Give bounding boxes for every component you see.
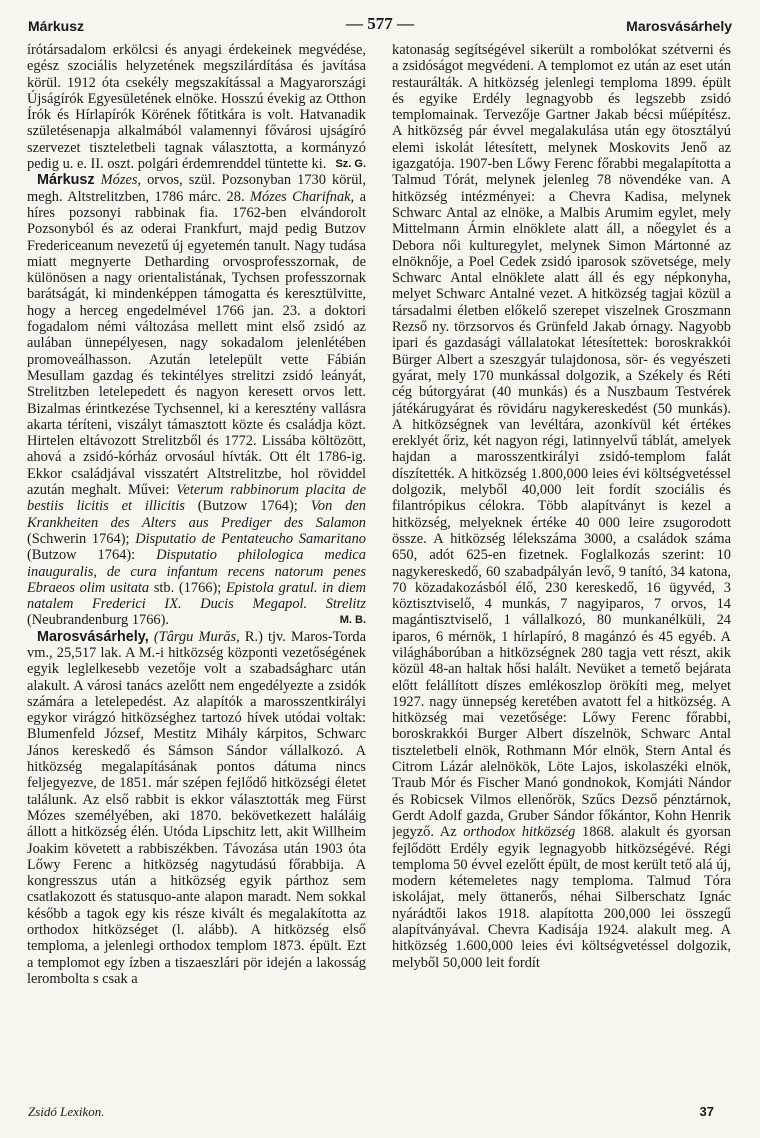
work-title: Von den Krankheiten des Alters aus Prediger des Salamon	[27, 498, 366, 531]
entry-continuation	[27, 42, 366, 172]
entry-text: 1868. alakult és gyorsan fejlődött Erdély egyik legnagyobb hitközségévé. Régi temploma 50 évvel ezelőtt épült, de most került tető alá új, modern kétemeletes nagy temploma. Talmud Tóra iskolájat, mely öttanerős, néhai Silberschatz Ignác nyárádtői lakos 1918. alapította 200,000 lei összegű alapítványával. Chevra Kadisája 1924. alakult meg. A hitközség 1.600,000 leies évi költségvetéssel dolgozik, melyből 50,000 leit fordít	[392, 824, 731, 971]
entry-headword: Márkusz	[37, 172, 95, 189]
entry-marosvasarhely	[27, 629, 366, 988]
work-title: Epistola gratul. in diem natalem Frederici IX. Ducis Megapol. Strelitz	[27, 579, 366, 613]
running-head	[28, 14, 732, 38]
work-title: Disputatio de Pentateucho Samaritano	[135, 530, 366, 547]
entry-text: (Butzow 1764):	[27, 547, 157, 564]
page-footer	[28, 1104, 732, 1124]
entry-markusz-mozes	[27, 172, 366, 628]
entry-text: R.) tjv. Maros-Torda vm., 25,517 lak. A M.-i hitközség központi vezetőségének egyik leglelkesebb vezetője volt a szabadságharc után alakult. A városi tanács azelőtt nem engedélyezte a zsidók számára a letelepedést. Az alapítók a marosszentkirályi egykor virágzó hitközséghez tartozó hívek utódai voltak: Blumenfeld József, Mestitz Mihály kárpitos, Schwarc János kereskedő és Sámson Sándor vállalkozó. A hitközség megalapításának pontos dátuma nincs feljegyezve, de 1851. már szépen fejlődő hitközségi életet találunk. Az első rabbit is ekkor választották meg Fürst Mózes személyében, aki 1870. bekövetkezett haláláig állott a hitközség élén. Utóda Lipschitz lett, akit Willheim Joakim követett a rabbiszékben. Távozása után 1903 óta Lőwy Ferenc a hitközség nagytudású főrabbija. A kongresszus után a hitközség egyik párthoz sem csatlakozott és statusquo-ante alapon maradt. Nem sokkal később a tagok egy kis része kivált és megalakította az orthodox hitközséget (l. alább). A hitközség első temploma, a jelenlegi orthodox templom 1873. épült. Ezt a templomot egy ízben a tiszaeszlári pör idején a lakosság lerombolta s csak a	[27, 628, 366, 987]
entry-given-name: Mózes,	[100, 172, 142, 189]
entry-text: a híres pozsonyi rabbinak fia. 1762-ben elvándorolt Pozsonyból és az oderai Frankfurt, majd pedig Butzov Fredericeanum nevezetű új egyetemén tanult. Nagy tudása miatt megnyerte Detharding orvosprofesszornak, de különösen a nagy orientalistának, Tychsen professzornak barátságát, ki mindenképpen támogatta és keresztülvitte, hogy a herceg engedelmével 1766 jan. 23. a doktori fogadalom némi változása mellett mint első zsidó az aulában ünnepélyesen, nagy sokadalom jelenlétében promoveálhasson. Azután letelepült vette Fábián Mesullam gazdag és tekintélyes strelitzi zsidó leányát, Strelitzben letelepedett és nagyon keresett orvos lett. Bizalmas érintkezése Tychsennel, ki a keresztény vallásra akarta téríteni, viszályt támasztott közte és családja közt. Hirtelen eltávozott Strelitzből és 1772. Lissába költözött, ahová a zsidó-kórház orvosául hívták. Ott élt 1786-ig. Ekkor családjával visszatért Altstrelitzbe, hol röviddel azután meghalt. Művei:	[27, 188, 366, 499]
header-left-keyword: Márkusz	[28, 18, 85, 34]
father-name: Mózes Charifnak,	[249, 188, 355, 205]
author-signature: Sz. G.	[335, 158, 366, 171]
entry-text: orvos, szül. Pozsonyban 1730 körül, megh. Altstrelitzben, 1786 márc. 28.	[27, 172, 366, 205]
signature-mark: 37	[699, 1104, 714, 1119]
orthodox-community-term: orthodox hitközség	[463, 824, 576, 841]
romanian-name: (Târgu Murăs,	[153, 628, 240, 645]
publication-title: Zsidó Lexikon.	[28, 1104, 105, 1119]
author-signature: M. B.	[339, 614, 366, 627]
entry-text: (Neubrandenburg 1766).	[27, 612, 170, 629]
entry-text: stb. (1766);	[149, 579, 226, 596]
header-right-keyword: Marosvásárhely	[626, 18, 732, 34]
work-title: Veterum rabbinorum placita de bestiis licitis et illicitis	[27, 482, 366, 515]
right-column	[392, 42, 731, 1087]
entry-text: (Butzow 1764);	[184, 498, 311, 515]
entry-text: katonaság segítségével sikerült a rombolókat szétverni és a zsidóságot megvédeni. A templomot ez után az eset után restaurálták. A hitközség jelenlegi temploma 1899. épült és egyike Erdély legnagyobb és legszebb zsidó templomainak. Tervezője Gartner Jakab bécsi műépítész. A hitközség pár évvel megalakulása után egy ötosztályú elemi iskolát létesített, melynek Moskovits Jenő az igazgatója. 1907-ben Lőwy Ferenc főrabbi megalapította a Talmud Tórát, melynek jelenleg 78 növendéke van. A hitközség intézményei: a Chevra Kadisa, melynek Schwarc Antal az elnöke, a Malbis Arumim egylet, mely Mittelmann Ármin elnöklete alatt áll, a nőegylet és a Debora női kulturegylet, melynek Simon Mártonné az elnöknője, a Poel Cedek zsidó iparosok szövetsége, mely Schwarc Antal elnöklete alatt áll és egy népkonyha, melyet Schwarc Antalné vezet. A hitközség tagjai közül a társadalmi életben előkelő szerepet viszelnek Groszmann Rezső ny. törzsorvos és Grünfeld Jakab órnagy. Nagyobb ipari és gazdasági vállalatokat létesítettek: boroskrakkói Bürger Albert a szeszgyár tulajdonosa, sör- és vegyészeti gyárat, mely 170 munkással dolgozik, a Székely és Réti cég bútorgyárat (40 munkás) és a Nuszbaum Testvérek játékárugyárat és rövidáru nagykereskedést (50 munkás). A hitközségnek van levéltára, azonkívül két értékes ereklyét őriz, két nagyon régi, latinnyelvű táblát, amelyek hajdan a marosszentkirályi zsidó-templom falát díszítették. A hitközség 1.800,000 leies évi költségvetéssel dolgozik, melyből 40,000 leit fordít szociális és filantrópikus célokra. Több alapítványt is kezel a hitközség, melyeknek értéke 40 000 leire zsugorodott össze. A hitközség lélekszáma 3000, a családok száma 650, adót 625-en fizetnek. Foglalkozás szerint: 10 nagykereskedő, 60 szabadpályán levő, 9 tanító, 34 katona, 70 közadakozásból élő, 230 kereskedő, 16 ügyvéd, 3 köztisztviselő, 4 munkás, 7 nagyiparos, 7 orvos, 14 magántisztviselő, 1 vállalkozó, 80 munkanélküli, 24 iparos, 6 mérnök, 1 hírlapíró, 8 magánzó és 45 egyéb. A világháborúban a hitközségnek 280 tagja vett részt, akik közül 48-an haltak hősi halált. Nevüket a temető bejárata előtt felállított díszes emlékoszlop örökíti meg, melyet 1927. nagy ünnepség keretében avatott fel a hitközség. A hitközség mai vezetősége: Lőwy Ferenc főrabbi, boroskrakkói Burger Albert díszelnök, Schwarc Antal tiszteletbeli elnök, Rothmann Mór elnök, Stern Antal és Citrom Lázár alelnökök, Löte Lajos, iskolaszéki elnök, Traub Mór és Fischer Manó gondnokok, Komjáti Nándor és Robicsek Vilmos ellenőrök, Szűcs Dezső pénztárnok, Gerdt Adolf gazda, Gruber Sándor főkántor, Kohn Henrik jegyző. Az	[392, 42, 731, 841]
entry-headword: Marosvásárhely,	[37, 628, 149, 645]
continuation-text: írótársadalom erkölcsi és anyagi érdekeinek megvédése, egész szociális helyzetének megszilárdítása és javítása körül. 1912 óta csekély megszakítással a Magyarországi Újságírók Egyesületének elnöke. Hosszú évekig az Otthon Írók és Hírlapírók Körének főtitkára is volt. Hatvanadik születésenapja alkalmából valamennyi fővárosi ujságíró szervezet tiszteletbeli tagnak választotta, a kormányzó pedig u. e. II. oszt. polgári érdemrenddel tüntette ki.	[27, 42, 366, 173]
left-column	[27, 42, 366, 1087]
entry-marosvasarhely-continued	[392, 42, 731, 971]
entry-text: (Schwerin 1764);	[27, 530, 136, 547]
page-number: — 577 —	[346, 14, 414, 33]
work-title: Disputatio philologica medica inauguralis, de cura infantum recens natorum penes Ebraeos olim usitata	[27, 547, 366, 596]
